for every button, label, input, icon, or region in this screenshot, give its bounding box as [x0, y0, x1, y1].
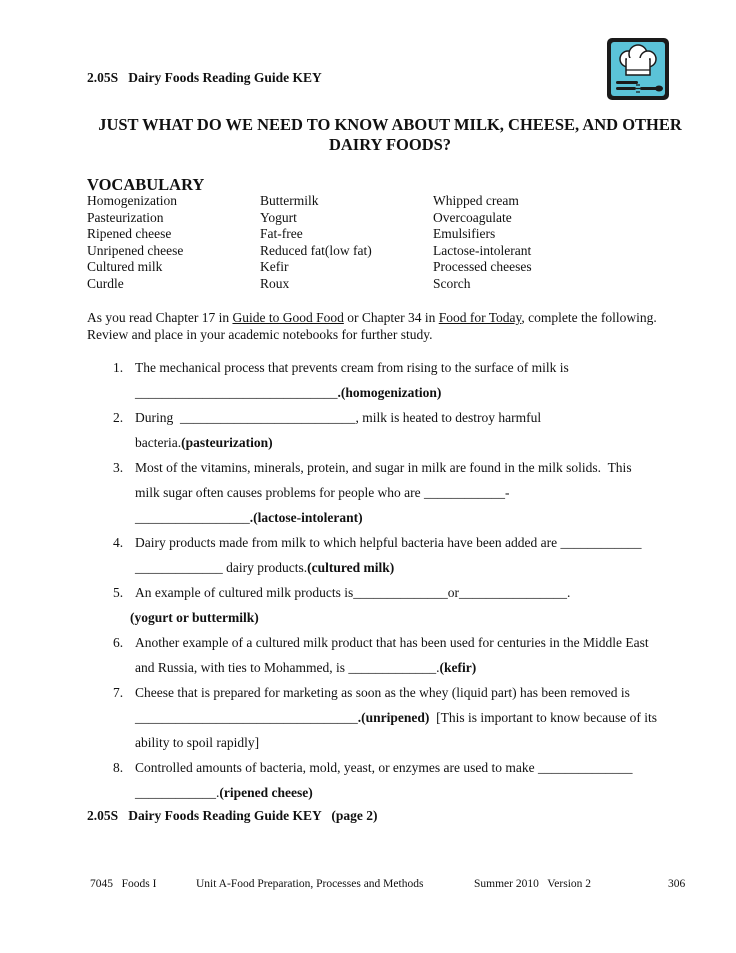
footer-version: Summer 2010 Version 2	[474, 878, 592, 890]
question-7	[113, 680, 693, 755]
question-text: An example of cultured milk products is______________or________________.	[135, 585, 571, 600]
vocab-term: Lactose-intolerant	[433, 242, 532, 258]
answer-blank: _________________________________	[135, 710, 358, 725]
instructions-paragraph	[87, 310, 657, 343]
vocab-term: Yogurt	[260, 209, 297, 225]
vocab-term: Kefir	[260, 259, 289, 275]
question-3	[113, 455, 693, 530]
question-text: Most of the vitamins, minerals, protein, and sugar in milk are found in the milk solids. This	[135, 460, 632, 475]
answer-key: (pasteurization)	[181, 435, 273, 450]
vocab-term: Roux	[260, 275, 290, 291]
document-title: 2.05S Dairy Foods Reading Guide KEY	[87, 70, 322, 85]
vocab-term: Reduced fat(low fat)	[260, 242, 372, 258]
question-8	[113, 755, 693, 805]
page-2-heading: 2.05S Dairy Foods Reading Guide KEY (page 2)	[87, 808, 378, 823]
vocabulary-column-3	[433, 193, 532, 293]
question-2	[113, 405, 693, 455]
vocab-term: Processed cheeses	[433, 259, 532, 275]
book-title-guide-to-good-food: Guide to Good Food	[232, 310, 344, 325]
chef-hat-utensils-icon	[606, 37, 670, 101]
vocab-term: Pasteurization	[87, 209, 164, 225]
vocab-term: Emulsifiers	[433, 226, 496, 242]
question-5	[113, 580, 693, 630]
question-4	[113, 530, 693, 580]
question-1	[113, 355, 693, 405]
vocab-term: Unripened cheese	[87, 242, 184, 258]
question-number: 1.	[113, 360, 124, 375]
question-number: 3.	[113, 460, 124, 475]
vocab-term: Overcoagulate	[433, 209, 512, 225]
question-text: Dairy products made from milk to which helpful bacteria have been added are ____________	[135, 535, 642, 550]
answer-blank: ______________________________	[135, 385, 338, 400]
question-text: _____________ dairy products.	[135, 560, 308, 575]
question-text: Cheese that is prepared for marketing as soon as the whey (liquid part) has been removed is	[135, 685, 630, 700]
answer-key: (ripened cheese)	[219, 785, 313, 800]
question-number: 8.	[113, 760, 124, 775]
footer-page-number: 306	[668, 878, 686, 890]
book-title-food-for-today: Food for Today	[438, 310, 522, 325]
intro-text: As you read Chapter 17 in	[87, 310, 233, 325]
answer-key: (yogurt or buttermilk)	[130, 610, 259, 625]
question-note: ability to spoil rapidly]	[135, 735, 260, 750]
vocab-term: Fat-free	[260, 226, 303, 242]
vocab-term: Ripened cheese	[87, 226, 172, 242]
question-text: The mechanical process that prevents cream from rising to the surface of milk is	[135, 360, 569, 375]
question-number: 7.	[113, 685, 124, 700]
vocab-term: Homogenization	[87, 193, 177, 208]
answer-key: .(homogenization)	[337, 385, 442, 400]
vocab-term: Scorch	[433, 275, 471, 291]
main-heading: JUST WHAT DO WE NEED TO KNOW ABOUT MILK, CHEESE, AND OTHER DAIRY FOODS?	[98, 115, 682, 154]
intro-text: or Chapter 34 in	[343, 310, 439, 325]
question-number: 5.	[113, 585, 124, 600]
answer-key: (cultured milk)	[307, 560, 395, 575]
question-text: Another example of a cultured milk product that has been used for centuries in the Middle East	[135, 635, 649, 650]
answer-key: .(lactose-intolerant)	[249, 510, 363, 525]
question-text: Controlled amounts of bacteria, mold, yeast, or enzymes are used to make ______________	[135, 760, 633, 775]
intro-text: , complete the following. Review and place in your academic notebooks for further study.	[87, 310, 657, 342]
question-note: [This is important to know because of its	[429, 710, 657, 725]
question-text: During __________________________, milk is heated to destroy harmful	[135, 410, 542, 425]
answer-key: .(unripened)	[357, 710, 430, 725]
vocab-term: Curdle	[87, 275, 124, 291]
vocab-term: Whipped cream	[433, 193, 519, 208]
vocabulary-column-2	[260, 193, 372, 293]
answer-blank: _________________	[135, 510, 250, 525]
answer-blank: ____________.	[135, 785, 220, 800]
vocabulary-column-1	[87, 193, 183, 293]
question-number: 6.	[113, 635, 124, 650]
footer-course: 7045 Foods I	[90, 878, 157, 890]
question-text: milk sugar often causes problems for people who are ____________-	[135, 485, 510, 500]
footer-unit: Unit A-Food Preparation, Processes and Methods	[196, 878, 424, 890]
question-number: 4.	[113, 535, 124, 550]
answer-key: (kefir)	[439, 660, 477, 675]
question-text: and Russia, with ties to Mohammed, is _____________.	[135, 660, 440, 675]
question-6	[113, 630, 693, 680]
question-text: bacteria.	[135, 435, 182, 450]
question-number: 2.	[113, 410, 124, 425]
vocab-term: Buttermilk	[260, 193, 319, 208]
vocabulary-heading: VOCABULARY	[87, 175, 205, 194]
vocab-term: Cultured milk	[87, 259, 163, 275]
